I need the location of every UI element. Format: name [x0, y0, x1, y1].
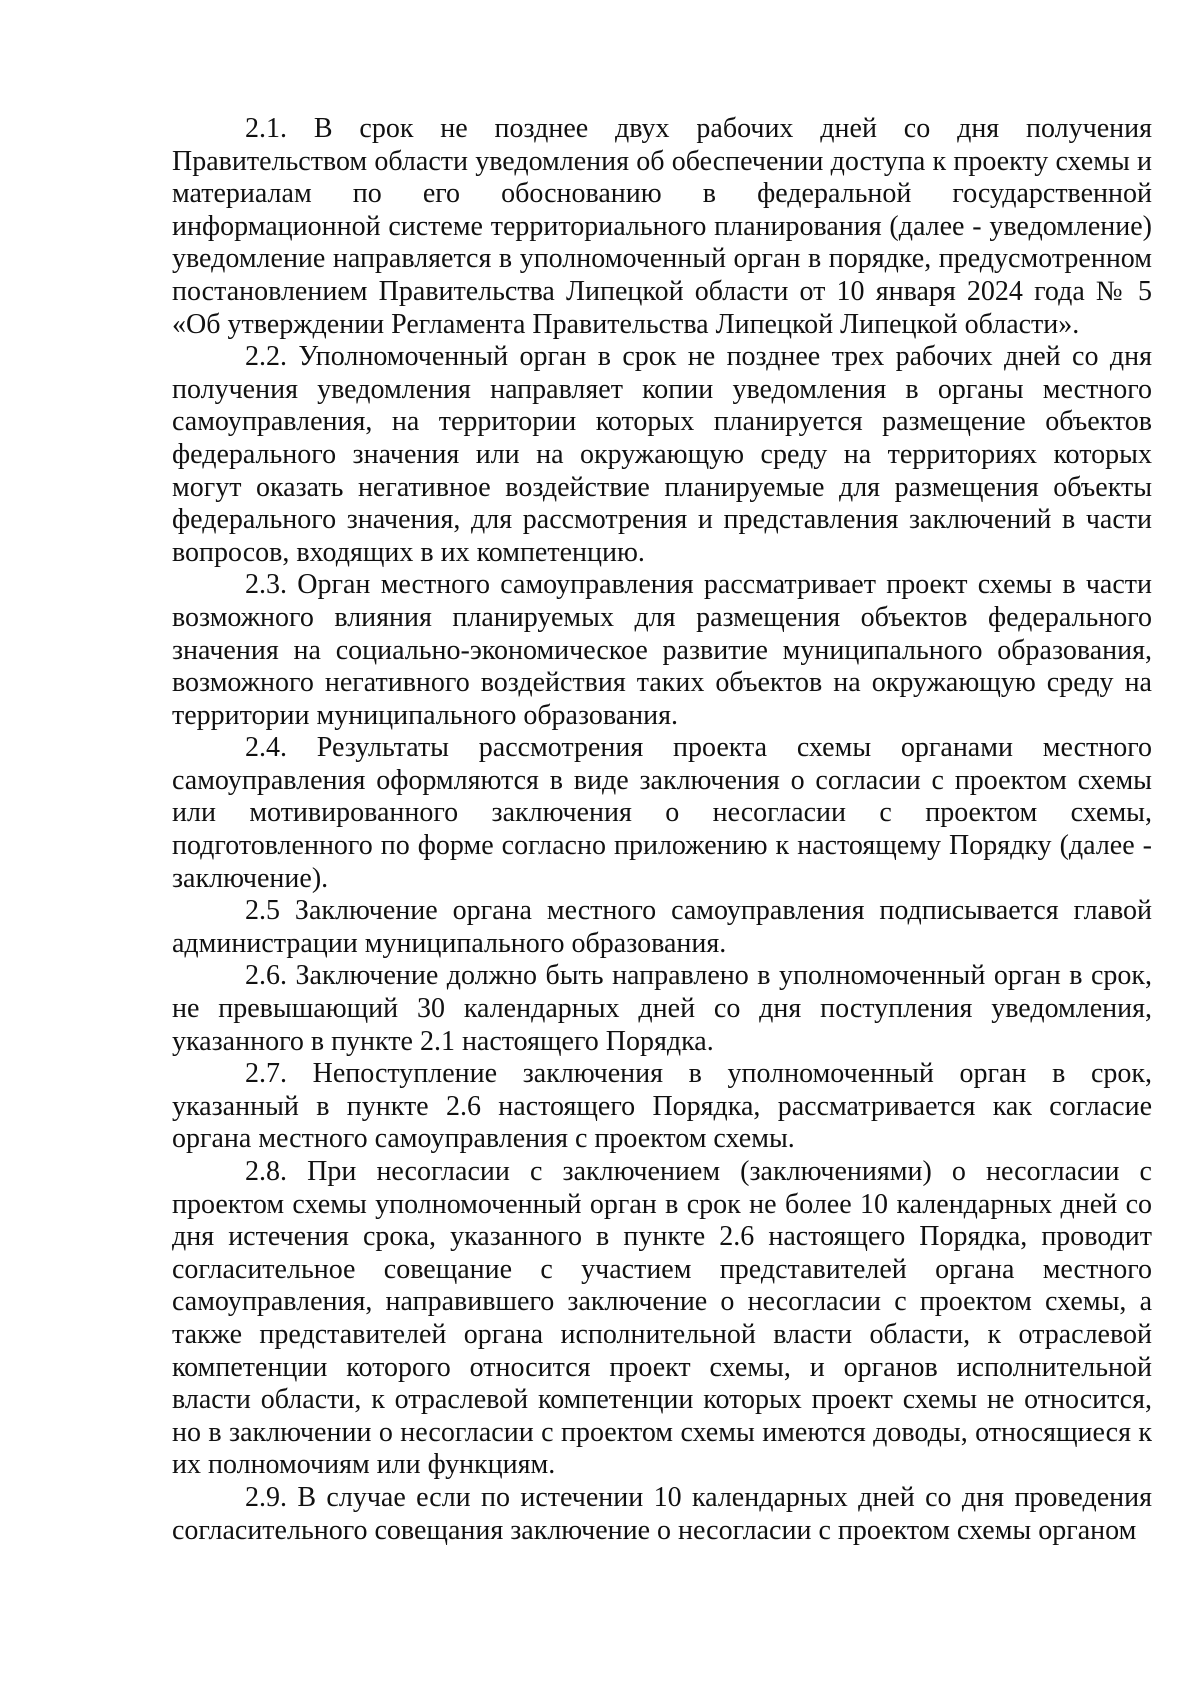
paragraph-2-1: 2.1. В срок не позднее двух рабочих дней со дня получения Правительством области уведомления об обеспечении доступа к проекту схемы и материалам по его обоснованию в федеральной государственной информационной системе территориального планирования (далее - уведомление) уведомление направляется в уполномоченный орган в порядке, предусмотренном постановлением Правительства Липецкой области от 10 января 2024 года № 5 «Об утверждении Регламента Правительства Липецкой Липецкой области». — [172, 113, 1152, 340]
paragraph-2-9: 2.9. В случае если по истечении 10 календарных дней со дня проведения согласительного совещания заключение о несогласии с проектом схемы органом — [172, 1481, 1152, 1546]
document-page — [172, 113, 1152, 1547]
paragraph-2-6: 2.6. Заключение должно быть направлено в уполномоченный орган в срок, не превышающий 30 календарных дней со дня поступления уведомления, указанного в пункте 2.1 настоящего Порядка. — [172, 960, 1152, 1057]
paragraph-2-3: 2.3. Орган местного самоуправления рассматривает проект схемы в части возможного влияния планируемых для размещения объектов федерального значения на социально-экономическое развитие муниципального образования, возможного негативного воздействия таких объектов на окружающую среду на территории муниципального образования. — [172, 569, 1152, 731]
paragraph-2-8: 2.8. При несогласии с заключением (заключениями) о несогласии с проектом схемы уполномоченный орган в срок не более 10 календарных дней со дня истечения срока, указанного в пункте 2.6 настоящего Порядка, проводит согласительное совещание с участием представителей органа местного самоуправления, направившего заключение о несогласии с проектом схемы, а также представителей органа исполнительной власти области, к отраслевой компетенции которого относится проект схемы, и органов исполнительной власти области, к отраслевой компетенции которых проект схемы не относится, но в заключении о несогласии с проектом схемы имеются доводы, относящиеся к их полномочиям или функциям. — [172, 1156, 1152, 1481]
paragraph-2-5: 2.5 Заключение органа местного самоуправления подписывается главой администрации муниципального образования. — [172, 895, 1152, 959]
paragraph-2-7: 2.7. Непоступление заключения в уполномоченный орган в срок, указанный в пункте 2.6 настоящего Порядка, рассматривается как согласие органа местного самоуправления с проектом схемы. — [172, 1058, 1152, 1155]
paragraph-2-2: 2.2. Уполномоченный орган в срок не позднее трех рабочих дней со дня получения уведомления направляет копии уведомления в органы местного самоуправления, на территории которых планируется размещение объектов федерального значения или на окружающую среду на территориях которых могут оказать негативное воздействие планируемые для размещения объекты федерального значения, для рассмотрения и представления заключений в части вопросов, входящих в их компетенцию. — [172, 341, 1152, 568]
paragraph-2-4: 2.4. Результаты рассмотрения проекта схемы органами местного самоуправления оформляются в виде заключения о согласии с проектом схемы или мотивированного заключения о несогласии с проектом схемы, подготовленного по форме согласно приложению к настоящему Порядку (далее - заключение). — [172, 732, 1152, 894]
